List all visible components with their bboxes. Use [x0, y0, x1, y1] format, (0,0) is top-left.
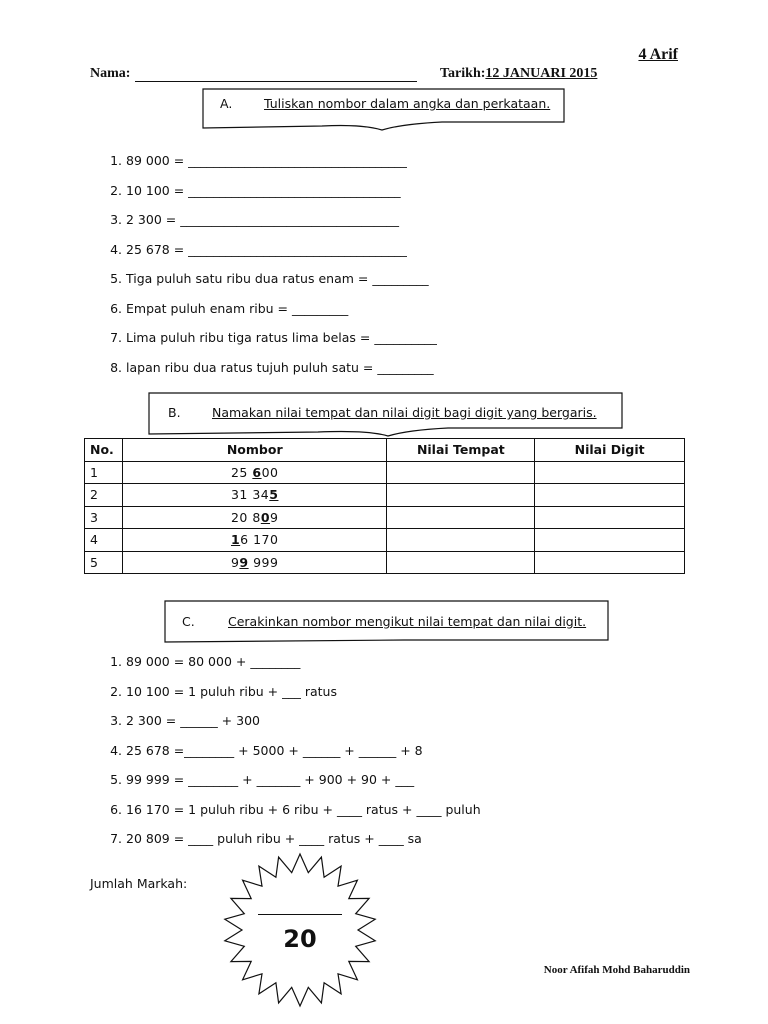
- digit-value-answer[interactable]: [535, 506, 685, 529]
- table-row: [85, 461, 685, 484]
- score-answer-line: [258, 914, 342, 915]
- author-name: Noor Afifah Mohd Baharuddin: [543, 964, 690, 976]
- date-field: [440, 66, 597, 82]
- digit-value-answer[interactable]: [535, 529, 685, 552]
- place-value-answer[interactable]: [387, 506, 535, 529]
- place-value-answer[interactable]: [387, 484, 535, 507]
- underlined-digit: 9: [239, 554, 249, 570]
- place-value-table: [84, 438, 685, 574]
- underlined-digit: 0: [260, 509, 271, 525]
- section-b-box: [148, 392, 624, 438]
- row-number: 16 170: [122, 529, 386, 552]
- section-a-letter: A.: [220, 96, 233, 111]
- table-row: [85, 551, 685, 574]
- total-marks-label: Jumlah Markah:: [90, 876, 188, 891]
- name-label: Nama:: [90, 66, 131, 81]
- digit-value-answer[interactable]: [535, 484, 685, 507]
- row-no: 3: [85, 506, 123, 529]
- row-number: 31 345: [122, 484, 386, 507]
- section-a-title: Tuliskan nombor dalam angka dan perkataan.: [264, 96, 551, 111]
- place-value-answer[interactable]: [387, 529, 535, 552]
- row-no: 1: [85, 461, 123, 484]
- row-no: 4: [85, 529, 123, 552]
- digit-value-answer[interactable]: [535, 551, 685, 574]
- table-header-row: [85, 439, 685, 462]
- row-number: 25 600: [122, 461, 386, 484]
- section-c-letter: C.: [182, 614, 195, 629]
- row-number: 99 999: [122, 551, 386, 574]
- table-row: [85, 506, 685, 529]
- underlined-digit: 5: [269, 487, 279, 503]
- underlined-digit: 1: [230, 532, 241, 548]
- row-no: 2: [85, 484, 123, 507]
- digit-value-answer[interactable]: [535, 461, 685, 484]
- section-a-box: [202, 88, 566, 132]
- table-row: [85, 529, 685, 552]
- section-b-title: Namakan nilai tempat dan nilai digit bagi digit yang bergaris.: [212, 405, 597, 420]
- score-total: 20: [283, 925, 317, 953]
- header-place-value: Nilai Tempat: [387, 439, 535, 462]
- section-b-letter: B.: [168, 405, 181, 420]
- place-value-answer[interactable]: [387, 461, 535, 484]
- header-number: Nombor: [122, 439, 386, 462]
- class-name: 4 Arif: [638, 46, 678, 63]
- section-c-title: Cerakinkan nombor mengikut nilai tempat dan nilai digit.: [228, 614, 587, 629]
- table-row: [85, 484, 685, 507]
- date-value: 12 JANUARI 2015: [485, 66, 598, 81]
- name-answer-line: [135, 81, 417, 82]
- place-value-answer[interactable]: [387, 551, 535, 574]
- underlined-digit: 6: [252, 464, 262, 480]
- row-number: 20 809: [122, 506, 386, 529]
- row-no: 5: [85, 551, 123, 574]
- date-label: Tarikh:: [440, 66, 486, 81]
- header-digit-value: Nilai Digit: [535, 439, 685, 462]
- section-c-box: [164, 600, 610, 646]
- header-no: No.: [85, 439, 123, 462]
